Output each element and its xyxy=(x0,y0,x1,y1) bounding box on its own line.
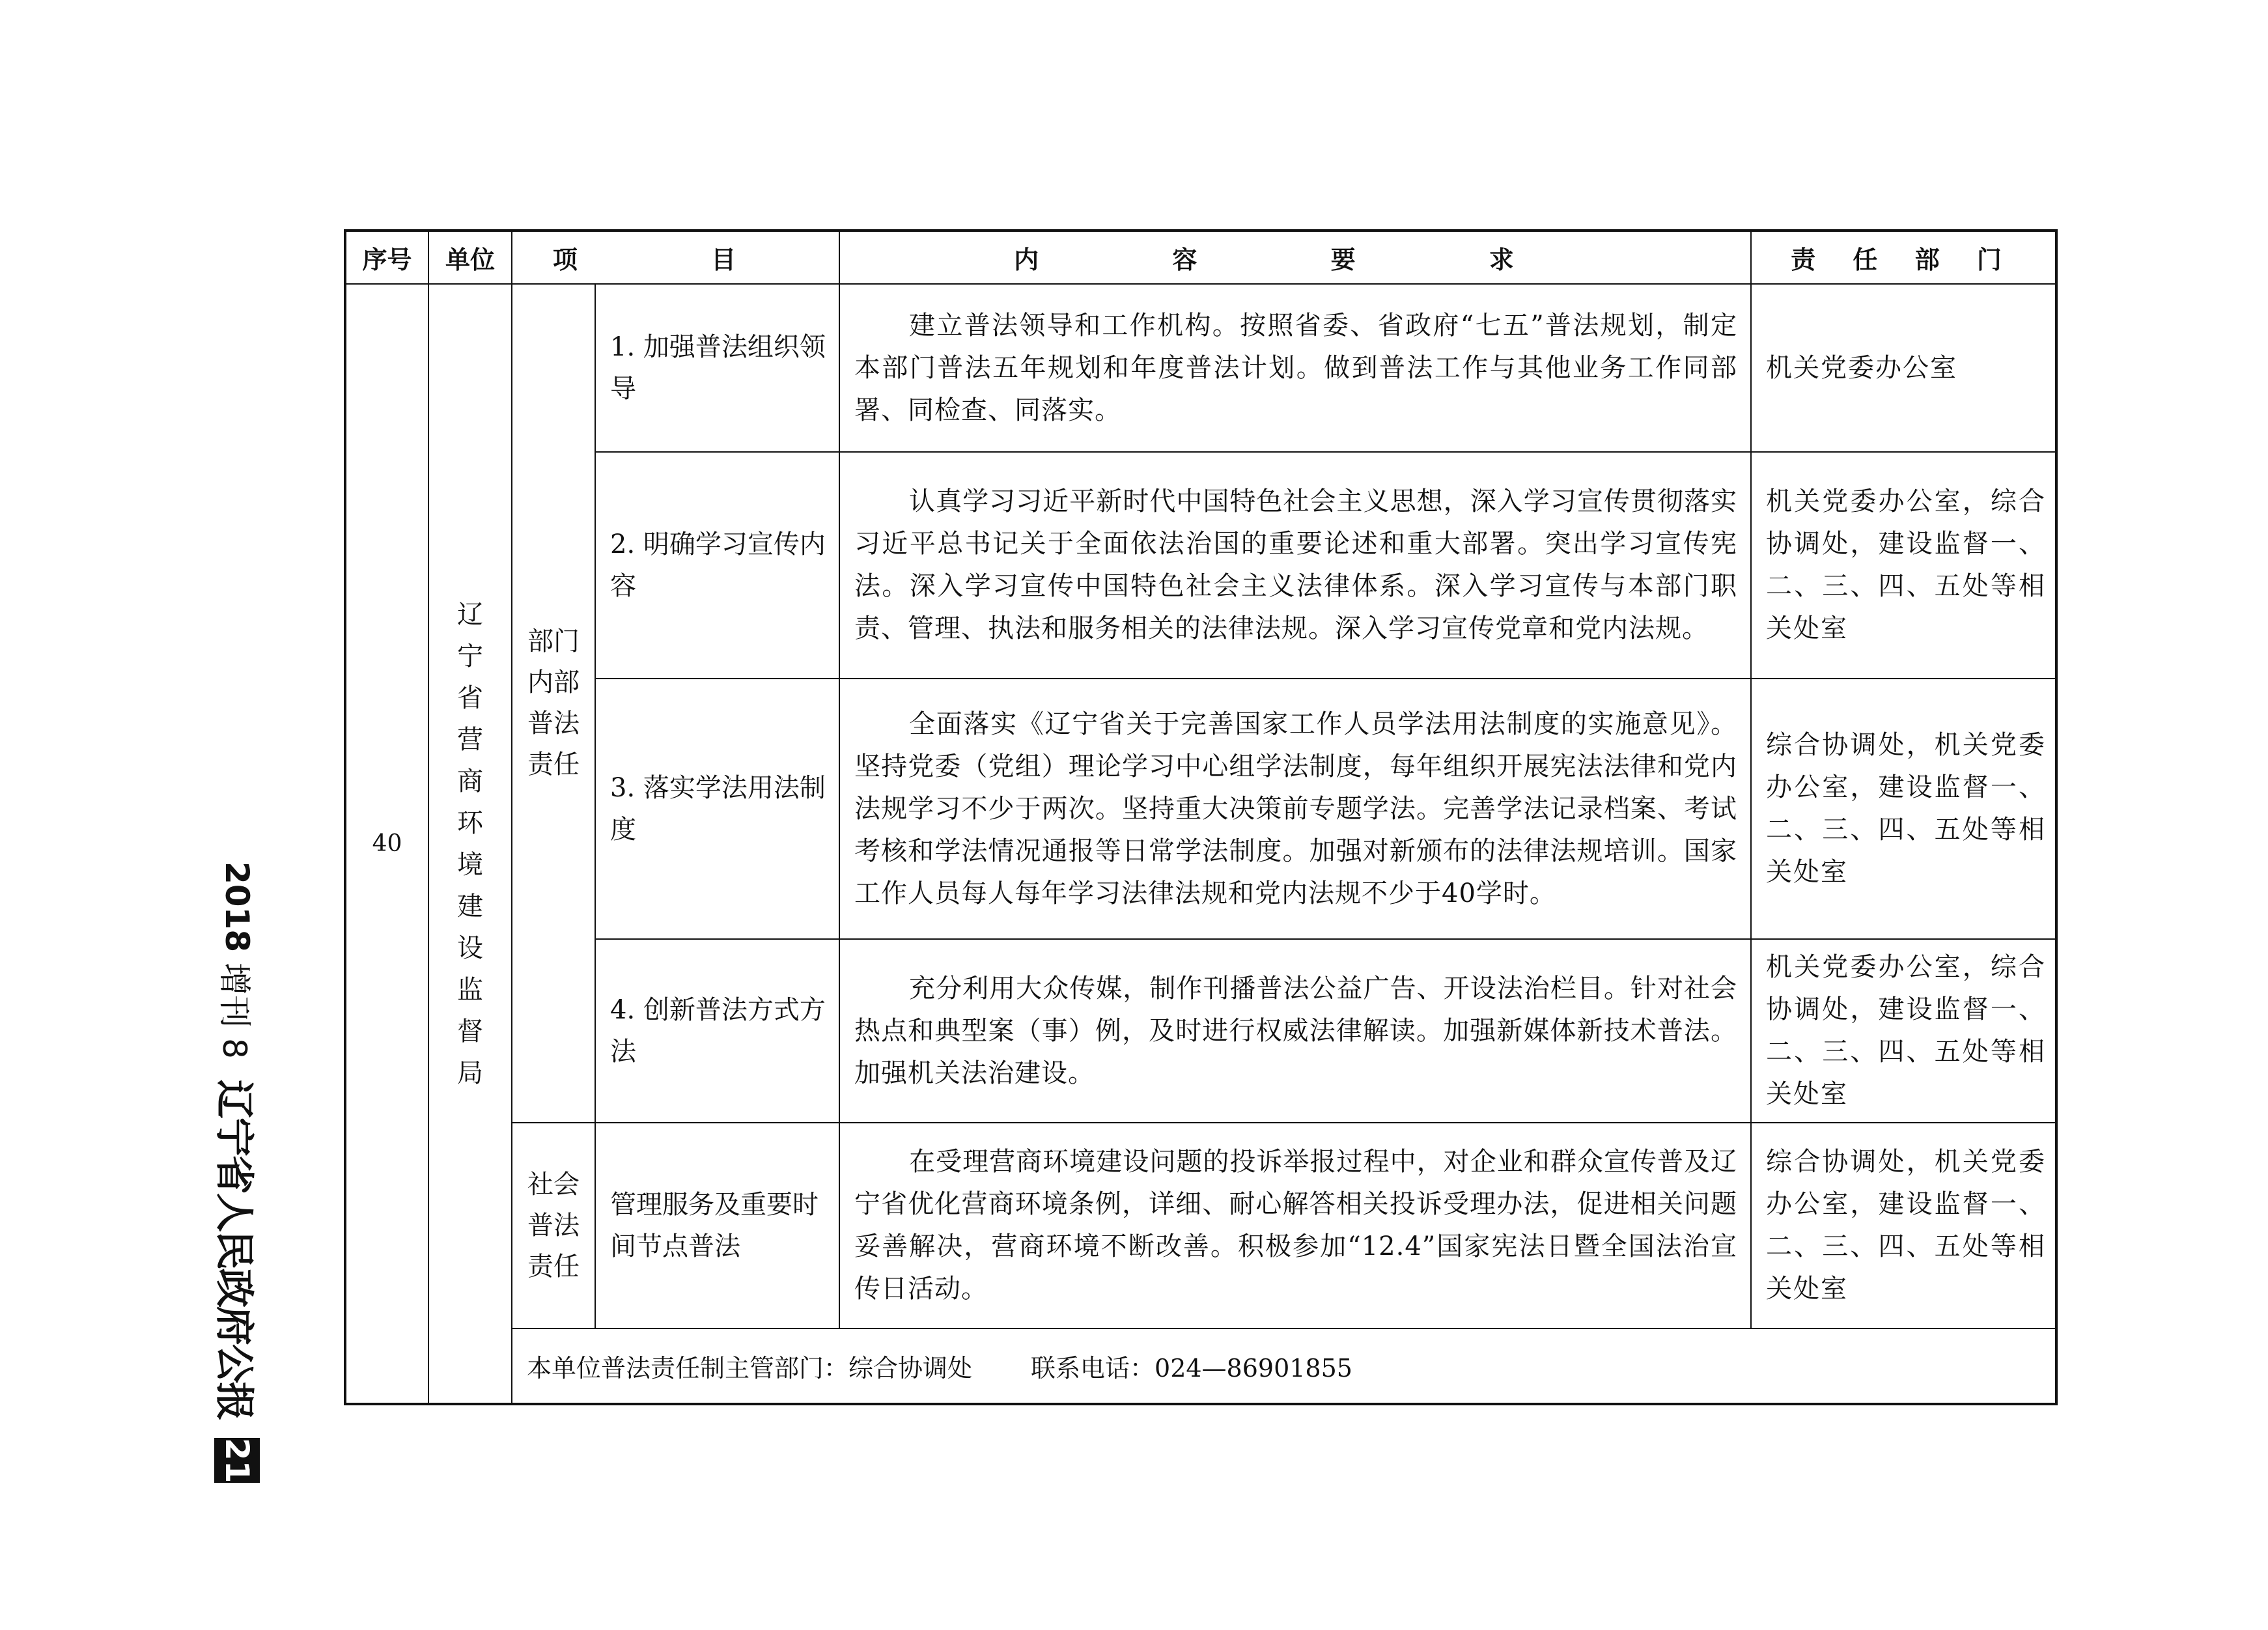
side-running-header xyxy=(211,862,261,1483)
header-row xyxy=(345,231,2056,284)
item-cell: 2. 明确学习宣传内容 xyxy=(595,452,839,679)
dept-cell: 机关党委办公室 xyxy=(1751,284,2056,452)
side-journal-title: 辽宁省人民政府公报 xyxy=(211,1079,257,1420)
side-issue: 增刊 8 xyxy=(216,963,253,1059)
footer-phone: 联系电话：024—86901855 xyxy=(1031,1354,1352,1383)
content-cell: 在受理营商环境建设问题的投诉举报过程中，对企业和群众宣传普及辽宁省优化营商环境条例，详细、耐心解答相关投诉受理办法，促进相关问题妥善解决，营商环境不断改善。积极参加“12.4”国家宪法日暨全国法治宣传日活动。 xyxy=(839,1123,1751,1328)
side-year: 2018 xyxy=(218,862,256,953)
category-internal: 部门内部普法责任 xyxy=(527,626,580,780)
dept-cell: 机关党委办公室，综合协调处，建设监督一、二、三、四、五处等相关处室 xyxy=(1751,452,2056,679)
law-responsibility-table xyxy=(344,229,2058,1405)
item-cell: 管理服务及重要时间节点普法 xyxy=(595,1123,839,1328)
category-social-cell xyxy=(512,1123,595,1328)
unit-cell xyxy=(428,284,512,1404)
table-row xyxy=(345,939,2056,1123)
table-row xyxy=(345,284,2056,452)
header-dept: 责 任 部 门 xyxy=(1751,231,2056,284)
content-cell: 全面落实《辽宁省关于完善国家工作人员学法用法制度的实施意见》。坚持党委（党组）理论学习中心组学法制度，每年组织开展宪法法律和党内法规学习不少于两次。坚持重大决策前专题学法。完善学法记录档案、考试考核和学法情况通报等日常学法制度。加强对新颁布的法律法规培训。国家工作人员每人每年学习法律法规和党内法规不少于40学时。 xyxy=(839,679,1751,939)
header-project: 项 目 xyxy=(512,231,839,284)
table-row xyxy=(345,1123,2056,1328)
dept-cell: 综合协调处，机关党委办公室，建设监督一、二、三、四、五处等相关处室 xyxy=(1751,1123,2056,1328)
header-seq: 序号 xyxy=(345,231,428,284)
item-cell: 4. 创新普法方式方法 xyxy=(595,939,839,1123)
item-cell: 3. 落实学法用法制度 xyxy=(595,679,839,939)
category-social: 社会普法责任 xyxy=(527,1169,580,1282)
header-content: 内 容 要 求 xyxy=(839,231,1751,284)
unit-name: 辽宁省营商环境建设监督局 xyxy=(457,599,483,1088)
footer-row xyxy=(345,1328,2056,1404)
dept-cell: 机关党委办公室，综合协调处，建设监督一、二、三、四、五处等相关处室 xyxy=(1751,939,2056,1123)
table-row xyxy=(345,679,2056,939)
content-cell: 充分利用大众传媒，制作刊播普法公益广告、开设法治栏目。针对社会热点和典型案（事）例，及时进行权威法律解读。加强新媒体新技术普法。加强机关法治建设。 xyxy=(839,939,1751,1123)
item-cell: 1. 加强普法组织领导 xyxy=(595,284,839,452)
category-internal-cell xyxy=(512,284,595,1123)
table-row xyxy=(345,452,2056,679)
dept-cell: 综合协调处，机关党委办公室，建设监督一、二、三、四、五处等相关处室 xyxy=(1751,679,2056,939)
content-cell: 建立普法领导和工作机构。按照省委、省政府“七五”普法规划，制定本部门普法五年规划和年度普法计划。做到普法工作与其他业务工作同部署、同检查、同落实。 xyxy=(839,284,1751,452)
content-cell: 认真学习习近平新时代中国特色社会主义思想，深入学习宣传贯彻落实习近平总书记关于全面依法治国的重要论述和重大部署。突出学习宣传宪法。深入学习宣传中国特色社会主义法律体系。深入学习宣传与本部门职责、管理、执法和服务相关的法律法规。深入学习宣传党章和党内法规。 xyxy=(839,452,1751,679)
header-unit: 单位 xyxy=(428,231,512,284)
footer-supervisor: 本单位普法责任制主管部门：综合协调处 xyxy=(527,1354,973,1383)
side-strip xyxy=(211,862,261,1483)
side-page-number: 21 xyxy=(214,1438,260,1483)
footer-cell xyxy=(512,1328,2056,1404)
seq-cell: 40 xyxy=(345,284,428,1404)
